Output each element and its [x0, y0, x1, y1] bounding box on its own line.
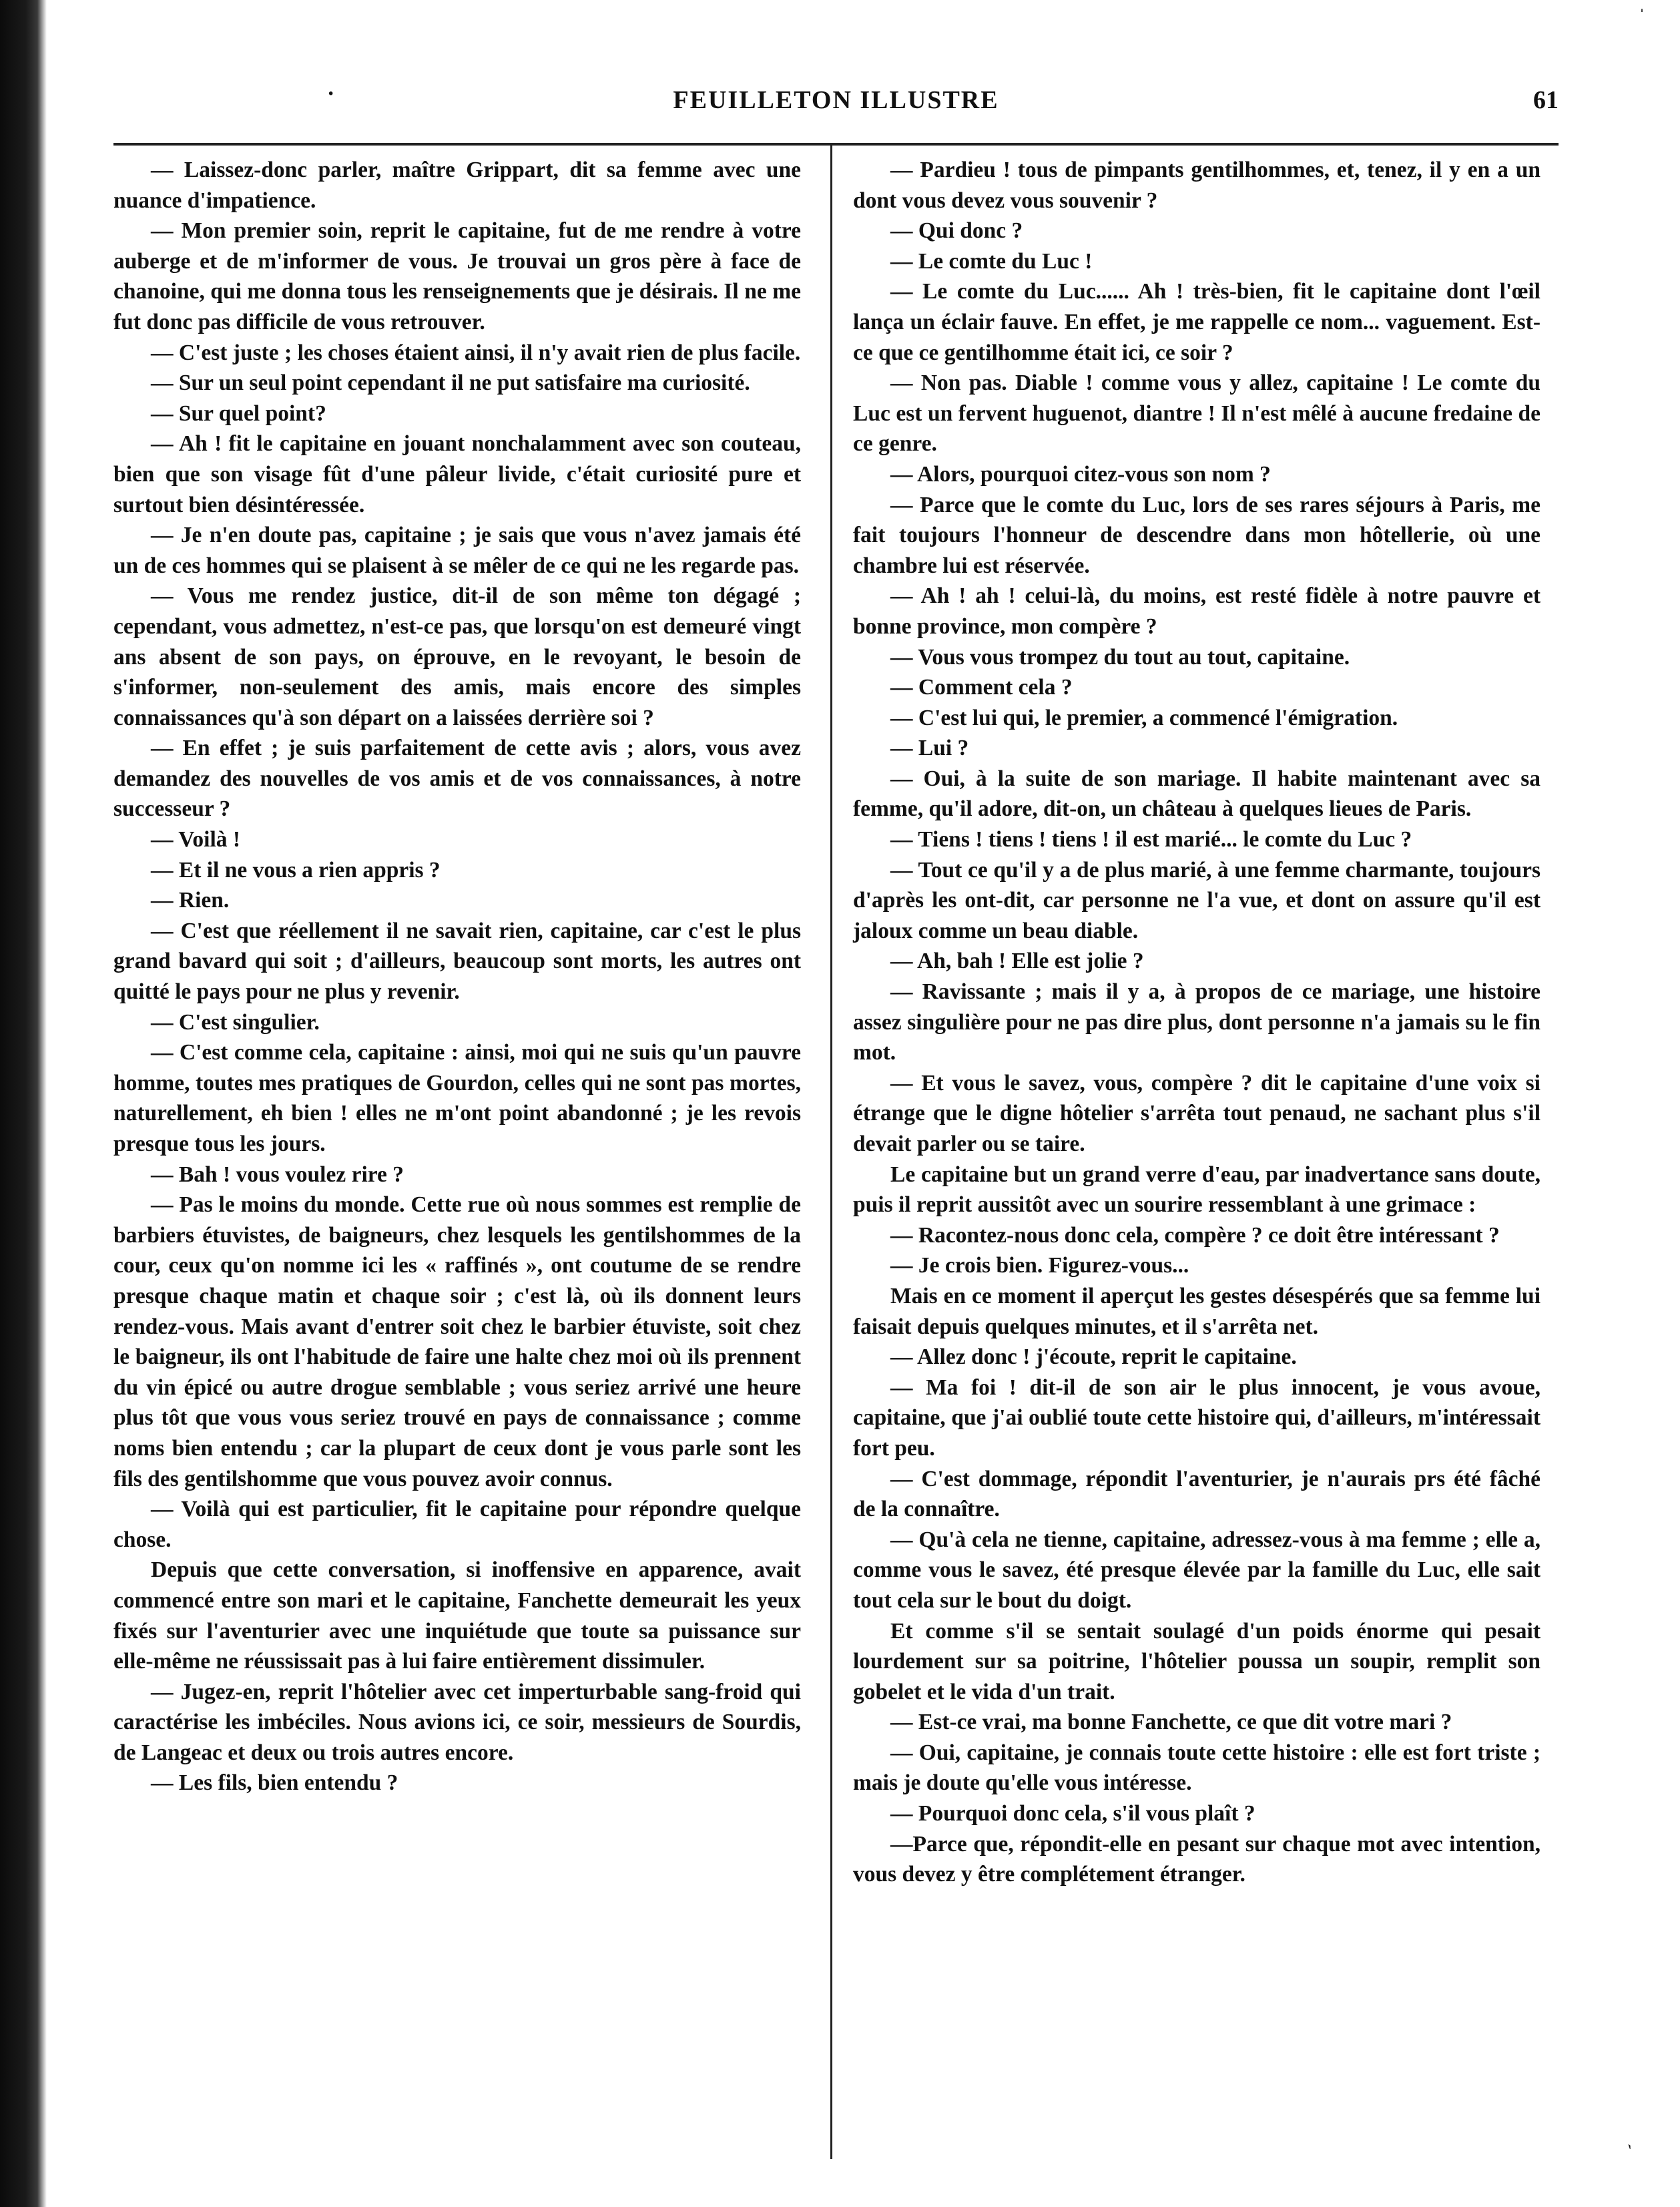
paragraph: — Ah ! ah ! celui-là, du moins, est resté fidèle à notre pauvre et bonne province, mon compère ? [853, 583, 1541, 639]
paragraph: — Sur un seul point cependant il ne put satisfaire ma curiosité. [151, 371, 750, 396]
margin-mark: ˈ [1639, 5, 1645, 27]
page-header [113, 81, 1559, 126]
paragraph: — Comment cela ? [890, 675, 1073, 700]
paragraph: — Tiens ! tiens ! tiens ! il est marié... le comte du Luc ? [890, 827, 1412, 852]
paragraph: — Rien. [151, 888, 230, 913]
paragraph: — Les fils, bien entendu ? [151, 1770, 398, 1796]
paragraph: — Sur quel point? [151, 401, 326, 426]
page-number: 61 [1533, 86, 1559, 114]
column-divider [830, 143, 832, 2159]
running-title: FEUILLETON ILLUSTRE [673, 86, 999, 114]
paragraph: — Je n'en doute pas, capitaine ; je sais que vous n'avez jamais été un de ces hommes qui se plaisent à se mêler de ce qui ne les regarde pas. [113, 523, 801, 578]
paragraph: — C'est dommage, répondit l'aventurier, je n'aurais prs été fâché de la connaître. [853, 1466, 1541, 1522]
paragraph: —Parce que, répondit-elle en pesant sur chaque mot avec intention, vous devez y être complétement étranger. [853, 1831, 1541, 1887]
paragraph: — Pardieu ! tous de pimpants gentilhommes, et, tenez, il y en a un dont vous devez vous souvenir ? [853, 158, 1541, 213]
paragraph: — Pourquoi donc cela, s'il vous plaît ? [890, 1801, 1255, 1826]
paragraph: — Ma foi ! dit-il de son air le plus innocent, je vous avoue, capitaine, que j'ai oublié toute cette histoire qui, d'ailleurs, m'intéressait fort peu. [853, 1375, 1541, 1461]
paragraph: — Bah ! vous voulez rire ? [151, 1162, 404, 1187]
paragraph: — Tout ce qu'il y a de plus marié, à une femme charmante, toujours d'après les ont-dit, car personne ne l'a vue, et dont on assure qu'il est jaloux comme un beau diable. [853, 857, 1541, 943]
paragraph: — Est-ce vrai, ma bonne Fanchette, ce que dit votre mari ? [890, 1710, 1452, 1735]
header-dot: · [327, 81, 335, 106]
paragraph: — Pas le moins du monde. Cette rue où nous sommes est remplie de barbiers étuvistes, de baigneurs, chez lesquels les gentilshommes de la cour, ceux qu'on nomme ici les « raffinés », ont coutume de se rendre presque chaque matin et chaque soir ; c'est là, où ils donnent leurs rendez-vous. Mais avant d'entrer soit chez le barbier étuviste, soit chez le baigneur, ils ont l'habitude de faire une halte chez moi où ils prennent du vin épicé ou autre drogue semblable ; vous seriez arrivé une heure plus tôt que vous vous seriez trouvé en pays de connaissance ; comme noms bien entendu ; car la plupart de ceux dont je vous parle sont les fils des gentilshomme que vous pouvez avoir connus. [113, 1192, 801, 1491]
paragraph: — Le comte du Luc...... Ah ! très-bien, fit le capitaine dont l'œil lança un éclair fauve. En effet, je me rappelle ce nom... vaguement. Est-ce que ce gentilhomme était ici, ce soir ? [853, 279, 1541, 365]
paragraph: — Qui donc ? [890, 218, 1023, 244]
paragraph: — Vous me rendez justice, dit-il de son même ton dégagé ; cependant, vous admettez, n'est-ce pas, que lorsqu'on est demeuré vingt ans absent de son pays, on éprouve, en le revoyant, le besoin de s'informer, non-seulement des amis, mais encore des simples connaissances qu'à son départ on a laissées derrière soi ? [113, 583, 801, 730]
paragraph: — Ah ! fit le capitaine en jouant nonchalamment avec son couteau, bien que son visage fût d'une pâleur livide, c'était curiosité pure et surtout bien désintéressée. [113, 431, 801, 517]
left-column [113, 155, 801, 1798]
paragraph: — Ravissante ; mais il y a, à propos de ce mariage, une histoire assez singulière pour ne pas dire plus, dont personne n'a jamais su le fin mot. [853, 979, 1541, 1065]
paragraph: — Oui, à la suite de son mariage. Il habite maintenant avec sa femme, qu'il adore, dit-on, un château à quelques lieues de Paris. [853, 766, 1541, 822]
paragraph: — Jugez-en, reprit l'hôtelier avec cet imperturbable sang-froid qui caractérise les imbéciles. Nous avions ici, ce soir, messieurs de Sourdis, de Langeac et deux ou trois autres encore. [113, 1679, 801, 1765]
paragraph: — Non pas. Diable ! comme vous y allez, capitaine ! Le comte du Luc est un fervent huguenot, diantre ! Il n'est mêlé à aucune fredaine de ce genre. [853, 371, 1541, 457]
paragraph: — Et vous le savez, vous, compère ? dit le capitaine d'une voix si étrange que le digne hôtelier s'arrêta tout penaud, ne sachant plus s'il devait parler ou se taire. [853, 1070, 1541, 1156]
header-rule [113, 143, 1559, 146]
paragraph: — C'est juste ; les choses étaient ainsi, il n'y avait rien de plus facile. [151, 340, 801, 365]
paragraph: Depuis que cette conversation, si inoffensive en apparence, avait commencé entre son mari et le capitaine, Fanchette demeurait les yeux fixés sur l'aventurier avec une inquiétude que toute sa puissance sur elle-même ne réussissait pas à lui faire entièrement dissimuler. [113, 1557, 801, 1674]
paragraph: — C'est que réellement il ne savait rien, capitaine, car c'est le plus grand bavard qui soit ; d'ailleurs, beaucoup sont morts, les autres ont quitté le pays pour ne plus y revenir. [113, 918, 801, 1005]
paragraph: Mais en ce moment il aperçut les gestes désespérés que sa femme lui faisait depuis quelques minutes, et il s'arrêta net. [853, 1283, 1541, 1339]
paragraph: — Voilà qui est particulier, fit le capitaine pour répondre quelque chose. [113, 1497, 801, 1552]
right-column [853, 155, 1541, 1890]
margin-mark: ˎ [1625, 2128, 1644, 2150]
paragraph: — Parce que le comte du Luc, lors de ses rares séjours à Paris, me fait toujours l'honneur de descendre dans mon hôtellerie, où une chambre lui est réservée. [853, 492, 1541, 578]
paragraph: — Je crois bien. Figurez-vous... [890, 1253, 1189, 1278]
paragraph: — Mon premier soin, reprit le capitaine, fut de me rendre à votre auberge et de m'informer de vous. Je trouvai un gros père à face de chanoine, qui me donna tous les renseignements que je désirais. Il ne me fut donc pas difficile de vous retrouver. [113, 218, 801, 334]
paragraph: — Ah, bah ! Elle est jolie ? [890, 949, 1144, 974]
paragraph: — C'est lui qui, le premier, a commencé l'émigration. [890, 705, 1398, 730]
paragraph: — Allez donc ! j'écoute, reprit le capitaine. [890, 1344, 1297, 1370]
paragraph: — Et il ne vous a rien appris ? [151, 857, 441, 883]
paragraph: — Alors, pourquoi citez-vous son nom ? [890, 461, 1271, 487]
paragraph: — C'est singulier. [151, 1009, 320, 1035]
paragraph: — Vous vous trompez du tout au tout, capitaine. [890, 644, 1350, 670]
paragraph: — En effet ; je suis parfaitement de cette avis ; alors, vous avez demandez des nouvelles de vos amis et de vos connaissances, à notre successeur ? [113, 736, 801, 822]
paragraph: — Le comte du Luc ! [890, 248, 1093, 274]
paragraph: — Lui ? [890, 736, 969, 761]
paragraph: — C'est comme cela, capitaine : ainsi, moi qui ne suis qu'un pauvre homme, toutes mes pratiques de Gourdon, celles qui ne sont pas mortes, naturellement, eh bien ! elles ne m'ont point abandonné ; je les revois presque tous les jours. [113, 1040, 801, 1156]
paragraph: — Voilà ! [151, 827, 241, 852]
paragraph: Et comme s'il se sentait soulagé d'un poids énorme qui pesait lourdement sur sa poitrine, l'hôtelier poussa un soupir, remplit son gobelet et le vida d'un trait. [853, 1618, 1541, 1704]
paragraph: — Laissez-donc parler, maître Grippart, dit sa femme avec une nuance d'impatience. [113, 158, 801, 213]
scan-dark-edge [0, 0, 47, 2207]
paragraph: Le capitaine but un grand verre d'eau, par inadvertance sans doute, puis il reprit aussitôt avec un sourire ressemblant à une grimace : [853, 1162, 1541, 1218]
paragraph: — Oui, capitaine, je connais toute cette histoire : elle est fort triste ; mais je doute qu'elle vous intéresse. [853, 1740, 1541, 1796]
paragraph: — Qu'à cela ne tienne, capitaine, adressez-vous à ma femme ; elle a, comme vous le savez, été presque élevée par la famille du Luc, elle sait tout cela sur le bout du doigt. [853, 1527, 1541, 1613]
paragraph: — Racontez-nous donc cela, compère ? ce doit être intéressant ? [890, 1222, 1500, 1248]
